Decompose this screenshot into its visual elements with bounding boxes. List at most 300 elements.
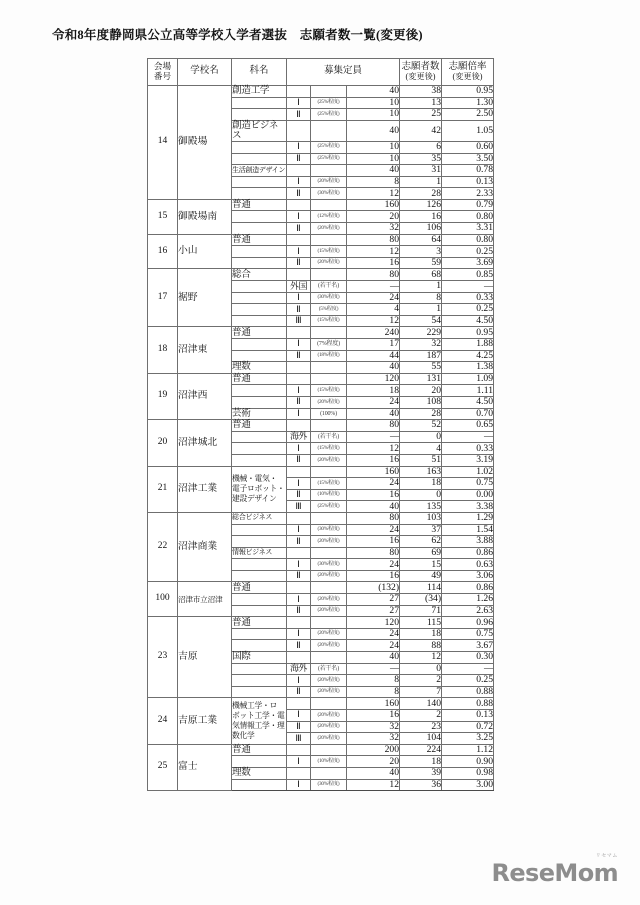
cell-ratio: 3.31 bbox=[442, 223, 494, 235]
cell-selection-slot: Ⅱ bbox=[287, 686, 311, 698]
cell-quota: 120 bbox=[347, 617, 400, 629]
cell-subject-name: 普通 bbox=[232, 744, 287, 756]
cell-school-name: 富士 bbox=[178, 744, 232, 790]
cell-subject-name: 芸術 bbox=[232, 408, 287, 420]
cell-quota: 20 bbox=[347, 756, 400, 768]
cell-quota: 12 bbox=[347, 188, 400, 200]
cell-slot-percentage: (25%程度) bbox=[311, 97, 347, 109]
cell-school-name: 沼津城北 bbox=[178, 420, 232, 466]
cell-quota: 10 bbox=[347, 141, 400, 153]
cell-slot-percentage: (15%程度) bbox=[311, 246, 347, 258]
cell-selection-slot: Ⅰ bbox=[287, 211, 311, 223]
cell-subject-name bbox=[232, 281, 287, 293]
cell-selection-slot bbox=[287, 617, 311, 629]
cell-selection-slot: Ⅱ bbox=[287, 188, 311, 200]
cell-ratio: 0.80 bbox=[442, 211, 494, 223]
resemom-text: ReseMom bbox=[491, 859, 618, 887]
cell-selection-slot: Ⅱ bbox=[287, 153, 311, 165]
cell-subject-name bbox=[232, 97, 287, 109]
cell-selection-slot bbox=[287, 466, 311, 478]
cell-applicants: 104 bbox=[400, 733, 442, 745]
cell-ratio: 0.75 bbox=[442, 628, 494, 640]
cell-venue-number: 100 bbox=[148, 582, 178, 617]
cell-applicants: 69 bbox=[400, 547, 442, 559]
cell-applicants: 68 bbox=[400, 269, 442, 281]
cell-applicants: 131 bbox=[400, 373, 442, 385]
cell-quota: 16 bbox=[347, 454, 400, 466]
cell-quota: 16 bbox=[347, 570, 400, 582]
cell-applicants: 163 bbox=[400, 466, 442, 478]
cell-quota: 8 bbox=[347, 675, 400, 687]
cell-quota: 240 bbox=[347, 327, 400, 339]
cell-school-name: 沼津工業 bbox=[178, 466, 232, 512]
cell-ratio: 0.88 bbox=[442, 698, 494, 710]
cell-venue-number: 18 bbox=[148, 327, 178, 373]
cell-subject-name bbox=[232, 153, 287, 165]
cell-school-name: 小山 bbox=[178, 234, 232, 269]
cell-applicants: 51 bbox=[400, 454, 442, 466]
cell-applicants: 106 bbox=[400, 223, 442, 235]
cell-ratio: 3.19 bbox=[442, 454, 494, 466]
cell-slot-percentage bbox=[311, 234, 347, 246]
cell-selection-slot: Ⅲ bbox=[287, 501, 311, 513]
cell-ratio: 0.86 bbox=[442, 582, 494, 594]
cell-ratio: 0.25 bbox=[442, 304, 494, 316]
cell-selection-slot bbox=[287, 698, 311, 710]
cell-subject-name: 普通 bbox=[232, 327, 287, 339]
cell-ratio: 0.25 bbox=[442, 675, 494, 687]
table-row bbox=[148, 269, 494, 281]
cell-slot-percentage bbox=[311, 327, 347, 339]
cell-subject-name bbox=[232, 675, 287, 687]
table-row bbox=[148, 744, 494, 756]
cell-slot-percentage: (20%程度) bbox=[311, 710, 347, 722]
cell-subject-name bbox=[232, 109, 287, 121]
cell-selection-slot bbox=[287, 744, 311, 756]
cell-quota: 24 bbox=[347, 559, 400, 571]
cell-ratio: 4.50 bbox=[442, 396, 494, 408]
cell-subject-name: 普通 bbox=[232, 199, 287, 211]
cell-venue-number: 23 bbox=[148, 617, 178, 698]
cell-applicants: 20 bbox=[400, 385, 442, 397]
resemom-wordmark bbox=[491, 853, 619, 887]
cell-subject-name bbox=[232, 524, 287, 536]
cell-ratio: 1.88 bbox=[442, 339, 494, 351]
cell-applicants: 135 bbox=[400, 501, 442, 513]
cell-quota: 8 bbox=[347, 176, 400, 188]
cell-selection-slot: Ⅲ bbox=[287, 315, 311, 327]
cell-applicants: 224 bbox=[400, 744, 442, 756]
cell-applicants: 18 bbox=[400, 628, 442, 640]
cell-slot-percentage: (12%程度) bbox=[311, 211, 347, 223]
cell-selection-slot: Ⅰ bbox=[287, 176, 311, 188]
cell-selection-slot: Ⅱ bbox=[287, 536, 311, 548]
cell-venue-number: 16 bbox=[148, 234, 178, 269]
cell-quota: 12 bbox=[347, 246, 400, 258]
cell-selection-slot: 外国 bbox=[287, 281, 311, 293]
cell-quota: 12 bbox=[347, 779, 400, 791]
cell-selection-slot bbox=[287, 120, 311, 141]
cell-quota: 12 bbox=[347, 443, 400, 455]
cell-ratio: 2.63 bbox=[442, 605, 494, 617]
cell-selection-slot: Ⅱ bbox=[287, 350, 311, 362]
cell-subject-name: 創造工学 bbox=[232, 86, 287, 98]
cell-ratio: 2.50 bbox=[442, 109, 494, 121]
cell-selection-slot: Ⅰ bbox=[287, 756, 311, 768]
cell-subject-name bbox=[232, 443, 287, 455]
cell-applicants: 35 bbox=[400, 153, 442, 165]
cell-ratio: 1.02 bbox=[442, 466, 494, 478]
cell-quota: 80 bbox=[347, 547, 400, 559]
cell-slot-percentage: (20%程度) bbox=[311, 675, 347, 687]
table-row bbox=[148, 234, 494, 246]
cell-venue-number: 14 bbox=[148, 86, 178, 200]
header-applicants bbox=[400, 59, 442, 86]
cell-ratio: 0.78 bbox=[442, 165, 494, 177]
cell-subject-name: 総合 bbox=[232, 269, 287, 281]
cell-ratio: 0.25 bbox=[442, 246, 494, 258]
cell-selection-slot: Ⅰ bbox=[287, 628, 311, 640]
cell-subject-name bbox=[232, 779, 287, 791]
cell-applicants: 2 bbox=[400, 710, 442, 722]
cell-slot-percentage: (30%程度) bbox=[311, 188, 347, 200]
cell-quota: 32 bbox=[347, 721, 400, 733]
cell-quota: — bbox=[347, 281, 400, 293]
applicant-count-table bbox=[147, 58, 494, 791]
cell-applicants: 1 bbox=[400, 304, 442, 316]
cell-subject-name: 普通 bbox=[232, 373, 287, 385]
cell-subject-name bbox=[232, 663, 287, 675]
cell-subject-name bbox=[232, 223, 287, 235]
cell-ratio: 0.60 bbox=[442, 141, 494, 153]
cell-ratio: 1.12 bbox=[442, 744, 494, 756]
cell-slot-percentage: (25%程度) bbox=[311, 501, 347, 513]
cell-ratio: 0.79 bbox=[442, 199, 494, 211]
cell-selection-slot: Ⅱ bbox=[287, 489, 311, 501]
cell-applicants: 88 bbox=[400, 640, 442, 652]
table-row bbox=[148, 466, 494, 478]
cell-applicants: 1 bbox=[400, 176, 442, 188]
cell-slot-percentage: (20%程度) bbox=[311, 721, 347, 733]
cell-slot-percentage: (20%程度) bbox=[311, 396, 347, 408]
cell-venue-number: 24 bbox=[148, 698, 178, 744]
cell-ratio: 0.00 bbox=[442, 489, 494, 501]
cell-quota: 24 bbox=[347, 292, 400, 304]
cell-school-name: 吉原 bbox=[178, 617, 232, 698]
header-subject-name: 科名 bbox=[232, 59, 287, 86]
cell-subject-name bbox=[232, 756, 287, 768]
cell-ratio: 0.30 bbox=[442, 652, 494, 664]
cell-applicants: 23 bbox=[400, 721, 442, 733]
cell-applicants: 38 bbox=[400, 86, 442, 98]
cell-school-name: 吉原工業 bbox=[178, 698, 232, 744]
cell-quota: 80 bbox=[347, 420, 400, 432]
cell-applicants: 28 bbox=[400, 408, 442, 420]
cell-selection-slot: Ⅰ bbox=[287, 292, 311, 304]
cell-venue-number: 19 bbox=[148, 373, 178, 419]
cell-school-name: 御殿場 bbox=[178, 86, 232, 200]
cell-slot-percentage bbox=[311, 466, 347, 478]
cell-subject-name bbox=[232, 315, 287, 327]
cell-selection-slot bbox=[287, 327, 311, 339]
cell-quota: 40 bbox=[347, 652, 400, 664]
cell-applicants: 36 bbox=[400, 779, 442, 791]
cell-slot-percentage: (若干名) bbox=[311, 663, 347, 675]
cell-applicants: 115 bbox=[400, 617, 442, 629]
cell-applicants: 4 bbox=[400, 443, 442, 455]
cell-selection-slot: Ⅱ bbox=[287, 640, 311, 652]
cell-subject-name bbox=[232, 350, 287, 362]
cell-quota: 80 bbox=[347, 512, 400, 524]
cell-selection-slot bbox=[287, 165, 311, 177]
cell-slot-percentage: (30%程度) bbox=[311, 524, 347, 536]
cell-selection-slot: Ⅱ bbox=[287, 109, 311, 121]
cell-selection-slot: Ⅱ bbox=[287, 223, 311, 235]
cell-ratio: — bbox=[442, 281, 494, 293]
cell-ratio: 0.65 bbox=[442, 420, 494, 432]
cell-subject-name bbox=[232, 246, 287, 258]
cell-slot-percentage: (15%程度) bbox=[311, 315, 347, 327]
cell-applicants: 3 bbox=[400, 246, 442, 258]
cell-slot-percentage: (20%程度) bbox=[311, 628, 347, 640]
header-applicants-line2: (変更後) bbox=[405, 71, 436, 81]
cell-quota: 10 bbox=[347, 97, 400, 109]
cell-ratio: 0.70 bbox=[442, 408, 494, 420]
cell-slot-percentage bbox=[311, 362, 347, 374]
cell-selection-slot: Ⅰ bbox=[287, 408, 311, 420]
cell-ratio: 3.69 bbox=[442, 257, 494, 269]
cell-applicants: 52 bbox=[400, 420, 442, 432]
header-venue-line2: 番号 bbox=[153, 71, 172, 81]
cell-slot-percentage bbox=[311, 744, 347, 756]
cell-venue-number: 25 bbox=[148, 744, 178, 790]
cell-selection-slot: Ⅱ bbox=[287, 454, 311, 466]
cell-ratio: 0.33 bbox=[442, 292, 494, 304]
cell-subject-name: 理数 bbox=[232, 767, 287, 779]
cell-ratio: 0.72 bbox=[442, 721, 494, 733]
cell-quota: 44 bbox=[347, 350, 400, 362]
cell-selection-slot: 海外 bbox=[287, 431, 311, 443]
cell-quota: 40 bbox=[347, 86, 400, 98]
cell-school-name: 御殿場南 bbox=[178, 199, 232, 234]
cell-slot-percentage bbox=[311, 767, 347, 779]
cell-subject-name: 機械工学・ロ ボット工学・電 気情報工学・理 数化学 bbox=[232, 698, 287, 744]
cell-slot-percentage: (7%程度) bbox=[311, 339, 347, 351]
cell-quota: 40 bbox=[347, 165, 400, 177]
cell-ratio: 3.25 bbox=[442, 733, 494, 745]
cell-slot-percentage: (20%程度) bbox=[311, 176, 347, 188]
cell-subject-name bbox=[232, 339, 287, 351]
cell-subject-name bbox=[232, 594, 287, 606]
cell-slot-percentage: (25%程度) bbox=[311, 153, 347, 165]
cell-subject-name bbox=[232, 640, 287, 652]
cell-applicants: 1 bbox=[400, 281, 442, 293]
cell-selection-slot bbox=[287, 199, 311, 211]
cell-slot-percentage bbox=[311, 582, 347, 594]
cell-slot-percentage bbox=[311, 420, 347, 432]
cell-venue-number: 15 bbox=[148, 199, 178, 234]
cell-ratio: 3.67 bbox=[442, 640, 494, 652]
cell-slot-percentage: (若干名) bbox=[311, 431, 347, 443]
table-row bbox=[148, 698, 494, 710]
cell-slot-percentage: (20%程度) bbox=[311, 257, 347, 269]
cell-slot-percentage: (20%程度) bbox=[311, 454, 347, 466]
cell-slot-percentage bbox=[311, 547, 347, 559]
cell-applicants: 126 bbox=[400, 199, 442, 211]
cell-selection-slot: Ⅱ bbox=[287, 257, 311, 269]
resemom-logo bbox=[491, 853, 619, 887]
cell-quota: 32 bbox=[347, 223, 400, 235]
cell-ratio: 3.50 bbox=[442, 153, 494, 165]
cell-quota: 8 bbox=[347, 686, 400, 698]
cell-applicants: 13 bbox=[400, 97, 442, 109]
cell-slot-percentage: (20%程度) bbox=[311, 536, 347, 548]
cell-applicants: 49 bbox=[400, 570, 442, 582]
cell-applicants: 71 bbox=[400, 605, 442, 617]
cell-applicants: (34) bbox=[400, 594, 442, 606]
cell-slot-percentage: (100%) bbox=[311, 408, 347, 420]
cell-slot-percentage: (30%程度) bbox=[311, 559, 347, 571]
header-quota: 募集定員 bbox=[287, 59, 400, 86]
cell-slot-percentage: (30%程度) bbox=[311, 779, 347, 791]
cell-subject-name: 普通 bbox=[232, 420, 287, 432]
header-school-name: 学校名 bbox=[178, 59, 232, 86]
cell-selection-slot: Ⅱ bbox=[287, 570, 311, 582]
cell-subject-name: 総合ビジネス bbox=[232, 512, 287, 524]
table-row bbox=[148, 86, 494, 98]
cell-selection-slot: Ⅰ bbox=[287, 779, 311, 791]
cell-ratio: 1.05 bbox=[442, 120, 494, 141]
cell-applicants: 187 bbox=[400, 350, 442, 362]
cell-ratio: — bbox=[442, 431, 494, 443]
cell-subject-name bbox=[232, 188, 287, 200]
cell-slot-percentage bbox=[311, 199, 347, 211]
cell-quota: 40 bbox=[347, 408, 400, 420]
cell-selection-slot: Ⅲ bbox=[287, 733, 311, 745]
cell-selection-slot: 海外 bbox=[287, 663, 311, 675]
cell-quota: 16 bbox=[347, 489, 400, 501]
cell-quota: 24 bbox=[347, 396, 400, 408]
cell-ratio: 0.95 bbox=[442, 86, 494, 98]
cell-slot-percentage bbox=[311, 86, 347, 98]
cell-slot-percentage: (15%程度) bbox=[311, 478, 347, 490]
cell-ratio: 4.50 bbox=[442, 315, 494, 327]
cell-subject-name bbox=[232, 257, 287, 269]
cell-ratio: 1.30 bbox=[442, 97, 494, 109]
cell-subject-name: 理数 bbox=[232, 362, 287, 374]
cell-school-name: 裾野 bbox=[178, 269, 232, 327]
cell-quota: 40 bbox=[347, 767, 400, 779]
cell-slot-percentage: (30%程度) bbox=[311, 292, 347, 304]
cell-selection-slot bbox=[287, 234, 311, 246]
cell-slot-percentage bbox=[311, 165, 347, 177]
cell-subject-name bbox=[232, 536, 287, 548]
cell-ratio: 0.98 bbox=[442, 767, 494, 779]
cell-selection-slot bbox=[287, 373, 311, 385]
table-row bbox=[148, 512, 494, 524]
cell-selection-slot: Ⅱ bbox=[287, 605, 311, 617]
cell-venue-number: 21 bbox=[148, 466, 178, 512]
cell-subject-name bbox=[232, 686, 287, 698]
cell-applicants: 114 bbox=[400, 582, 442, 594]
cell-slot-percentage: (18%程度) bbox=[311, 350, 347, 362]
cell-subject-name: 生活創造デザイン bbox=[232, 165, 287, 177]
cell-quota: 17 bbox=[347, 339, 400, 351]
cell-applicants: 54 bbox=[400, 315, 442, 327]
table-body bbox=[148, 86, 494, 791]
cell-quota: — bbox=[347, 663, 400, 675]
cell-quota: — bbox=[347, 431, 400, 443]
cell-ratio: 3.38 bbox=[442, 501, 494, 513]
cell-quota: 32 bbox=[347, 733, 400, 745]
cell-applicants: 39 bbox=[400, 767, 442, 779]
cell-quota: 160 bbox=[347, 199, 400, 211]
cell-subject-name bbox=[232, 454, 287, 466]
cell-selection-slot: Ⅰ bbox=[287, 385, 311, 397]
cell-selection-slot: Ⅰ bbox=[287, 246, 311, 258]
cell-quota: 160 bbox=[347, 698, 400, 710]
table-header bbox=[148, 59, 494, 86]
cell-venue-number: 22 bbox=[148, 512, 178, 582]
cell-subject-name bbox=[232, 605, 287, 617]
cell-slot-percentage bbox=[311, 120, 347, 141]
cell-school-name: 沼津西 bbox=[178, 373, 232, 419]
cell-slot-percentage: (10%程度) bbox=[311, 489, 347, 501]
cell-quota: 80 bbox=[347, 269, 400, 281]
cell-slot-percentage bbox=[311, 652, 347, 664]
cell-quota: 27 bbox=[347, 605, 400, 617]
table-row bbox=[148, 420, 494, 432]
cell-quota: 10 bbox=[347, 109, 400, 121]
cell-quota: 40 bbox=[347, 501, 400, 513]
cell-venue-number: 17 bbox=[148, 269, 178, 327]
cell-selection-slot: Ⅱ bbox=[287, 304, 311, 316]
cell-quota: 120 bbox=[347, 373, 400, 385]
cell-ratio: 3.00 bbox=[442, 779, 494, 791]
cell-applicants: 32 bbox=[400, 339, 442, 351]
cell-selection-slot bbox=[287, 652, 311, 664]
cell-venue-number: 20 bbox=[148, 420, 178, 466]
table-row bbox=[148, 327, 494, 339]
cell-ratio: 0.63 bbox=[442, 559, 494, 571]
cell-ratio: 0.88 bbox=[442, 686, 494, 698]
cell-selection-slot bbox=[287, 86, 311, 98]
cell-selection-slot: Ⅰ bbox=[287, 478, 311, 490]
cell-ratio: 4.25 bbox=[442, 350, 494, 362]
table-row bbox=[148, 617, 494, 629]
cell-applicants: 103 bbox=[400, 512, 442, 524]
cell-ratio: 0.13 bbox=[442, 710, 494, 722]
cell-subject-name bbox=[232, 304, 287, 316]
cell-selection-slot bbox=[287, 767, 311, 779]
cell-slot-percentage: (25%程度) bbox=[311, 109, 347, 121]
cell-applicants: 15 bbox=[400, 559, 442, 571]
table-row bbox=[148, 582, 494, 594]
cell-selection-slot: Ⅰ bbox=[287, 710, 311, 722]
cell-quota: 80 bbox=[347, 234, 400, 246]
cell-ratio: 3.06 bbox=[442, 570, 494, 582]
cell-applicants: 140 bbox=[400, 698, 442, 710]
cell-ratio: — bbox=[442, 663, 494, 675]
cell-applicants: 8 bbox=[400, 292, 442, 304]
cell-ratio: 1.38 bbox=[442, 362, 494, 374]
cell-applicants: 7 bbox=[400, 686, 442, 698]
cell-quota: 40 bbox=[347, 362, 400, 374]
cell-applicants: 37 bbox=[400, 524, 442, 536]
cell-slot-percentage bbox=[311, 698, 347, 710]
header-venue-line1: 会場 bbox=[153, 61, 172, 72]
cell-selection-slot: Ⅰ bbox=[287, 524, 311, 536]
